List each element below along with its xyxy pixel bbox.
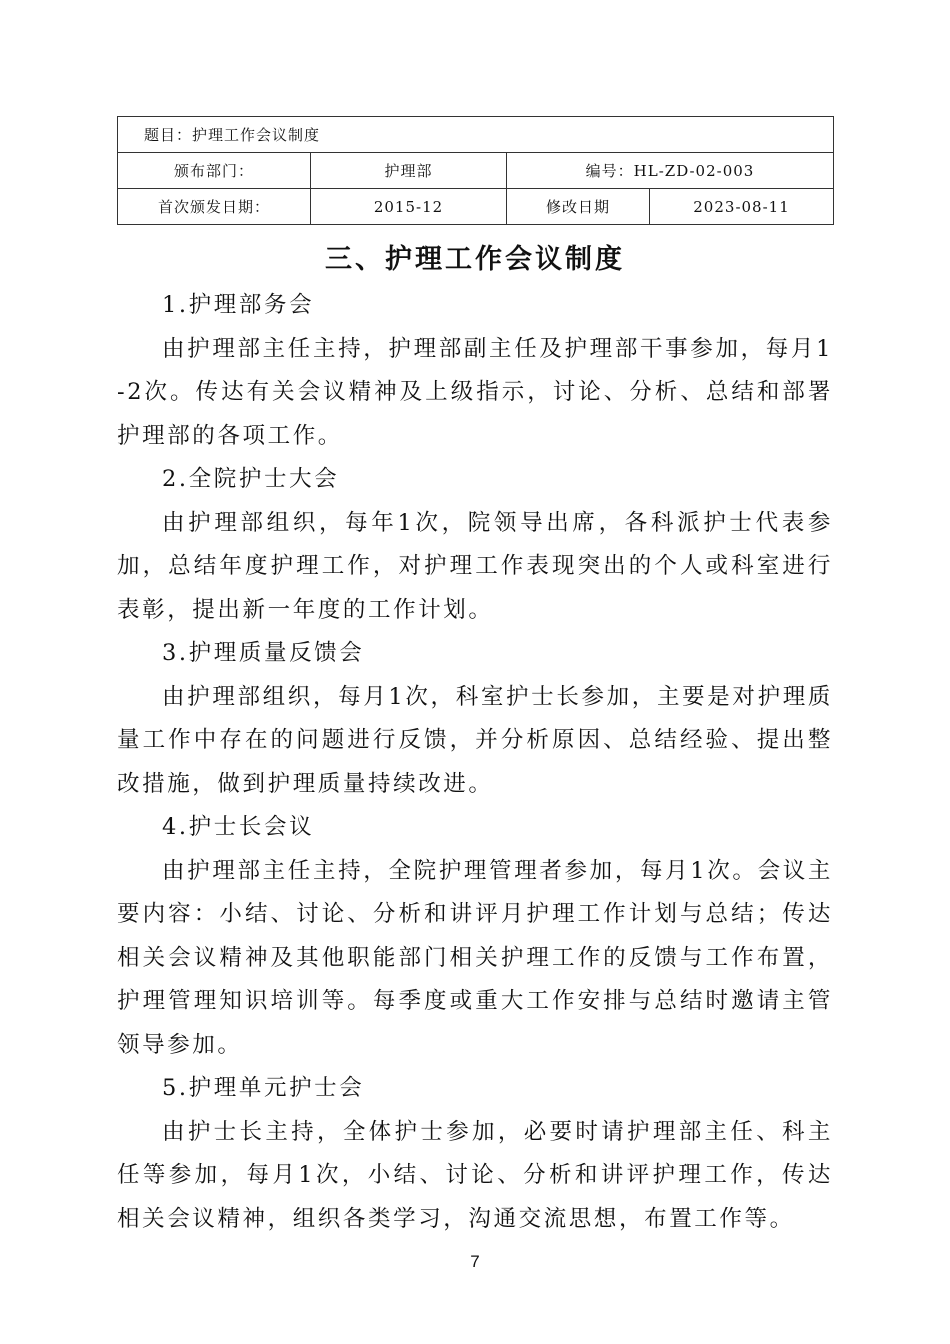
modified-value: 2023-08-11 [650, 189, 834, 225]
header-title-row [118, 117, 834, 153]
page-number: 7 [470, 1252, 480, 1271]
section-body: 由护理部主任主持，全院护理管理者参加，每月1次。会议主要内容：小结、讨论、分析和讲评月护理工作计划与总结；传达相关会议精神及其他职能部门相关护理工作的反馈与工作布置，护理管理知识培训等。每季度或重大工作安排与总结时邀请主管领导参加。 [117, 857, 833, 1058]
document-header-table [117, 116, 834, 225]
header-dept-row [118, 153, 834, 189]
section-heading: 1.护理部务会 [162, 292, 315, 318]
document-number: 编号：HL-ZD-02-003 [507, 153, 834, 189]
section-heading: 2.全院护士大会 [162, 466, 340, 492]
section-body: 由护士长主持，全体护士参加，必要时请护理部主任、科主任等参加，每月1次，小结、讨论、分析和讲评护理工作，传达相关会议精神，组织各类学习，沟通交流思想，布置工作等。 [117, 1118, 833, 1232]
dept-label: 颁布部门： [118, 153, 311, 189]
modified-label: 修改日期 [507, 189, 650, 225]
section-heading: 5.护理单元护士会 [162, 1075, 365, 1101]
first-issue-value: 2015-12 [311, 189, 507, 225]
document-body [117, 284, 833, 1241]
header-date-row [118, 189, 834, 225]
header-title: 题目：护理工作会议制度 [118, 117, 834, 153]
document-title: 三、护理工作会议制度 [325, 244, 625, 275]
section-heading: 4.护士长会议 [162, 814, 315, 840]
dept-value: 护理部 [311, 153, 507, 189]
section-body: 由护理部组织，每年1次，院领导出席，各科派护士代表参加，总结年度护理工作，对护理工作表现突出的个人或科室进行表彰，提出新一年度的工作计划。 [117, 509, 833, 623]
section-body: 由护理部主任主持，护理部副主任及护理部干事参加，每月1-2次。传达有关会议精神及上级指示，讨论、分析、总结和部署护理部的各项工作。 [117, 335, 833, 449]
first-issue-label: 首次颁发日期： [118, 189, 311, 225]
section-body: 由护理部组织，每月1次，科室护士长参加，主要是对护理质量工作中存在的问题进行反馈，并分析原因、总结经验、提出整改措施，做到护理质量持续改进。 [117, 683, 833, 797]
section-heading: 3.护理质量反馈会 [162, 640, 365, 666]
